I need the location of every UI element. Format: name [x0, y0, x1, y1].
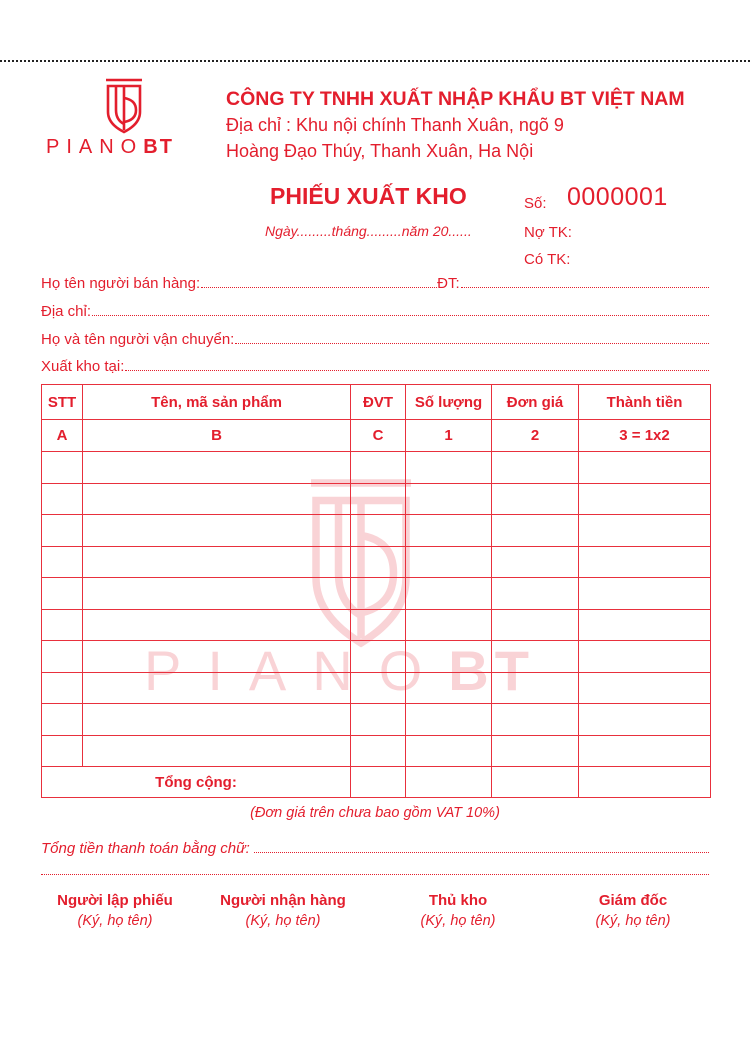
- document-number-value: 0000001: [567, 183, 668, 211]
- cell[interactable]: [492, 672, 579, 704]
- column-code: B: [83, 420, 351, 452]
- cell[interactable]: [492, 483, 579, 515]
- table-row: [42, 515, 711, 547]
- cell[interactable]: [492, 578, 579, 610]
- table-row: [42, 483, 711, 515]
- cell[interactable]: [351, 672, 406, 704]
- cell[interactable]: [83, 546, 351, 578]
- cell[interactable]: [83, 704, 351, 736]
- cell[interactable]: [492, 704, 579, 736]
- company-name: CÔNG TY TNHH XUẤT NHẬP KHẨU BT VIỆT NAM: [226, 88, 685, 110]
- address-blank[interactable]: [92, 315, 709, 316]
- cell[interactable]: [579, 546, 711, 578]
- watermark-wordmark: PIANOBT: [144, 639, 535, 702]
- signature-hint: (Ký, họ tên): [245, 913, 321, 929]
- cell[interactable]: [83, 672, 351, 704]
- cell[interactable]: [42, 672, 83, 704]
- brand-wordmark: PIANOBT: [46, 136, 174, 158]
- cell[interactable]: [42, 735, 83, 767]
- address-label: Địa chỉ:: [41, 303, 92, 320]
- total-in-words-blank-line-2[interactable]: [41, 874, 709, 875]
- cell[interactable]: [42, 704, 83, 736]
- company-address-line-1: Địa chỉ : Khu nội chính Thanh Xuân, ngõ 9: [226, 115, 564, 135]
- signature-role: Giám đốc: [598, 892, 668, 909]
- table-row: [42, 735, 711, 767]
- debit-account-label: Nợ TK:: [524, 224, 572, 241]
- table-row: [42, 609, 711, 641]
- cell[interactable]: [579, 515, 711, 547]
- table-row: [42, 578, 711, 610]
- carrier-name-blank[interactable]: [235, 343, 709, 344]
- total-unit-cell[interactable]: [351, 767, 406, 798]
- cell[interactable]: [406, 578, 492, 610]
- column-header-amount: Thành tiền: [579, 385, 711, 420]
- total-in-words-blank[interactable]: [254, 852, 709, 853]
- table-code-row: [42, 420, 711, 452]
- cell[interactable]: [579, 704, 711, 736]
- total-in-words-label: Tổng tiền thanh toán bằng chữ:: [41, 840, 250, 857]
- cell[interactable]: [83, 452, 351, 484]
- cell[interactable]: [492, 641, 579, 673]
- total-amount-cell[interactable]: [579, 767, 711, 798]
- table-row: [42, 704, 711, 736]
- company-logo: [46, 78, 202, 160]
- cell[interactable]: [406, 609, 492, 641]
- cell[interactable]: [42, 452, 83, 484]
- total-quantity-cell[interactable]: [406, 767, 492, 798]
- column-header-unit: ĐVT: [351, 385, 406, 420]
- cell[interactable]: [492, 452, 579, 484]
- cell[interactable]: [351, 483, 406, 515]
- document-date-line: Ngày.........tháng.........năm 20......: [265, 223, 472, 239]
- cell[interactable]: [406, 704, 492, 736]
- warehouse-field-row: [41, 353, 709, 375]
- cell[interactable]: [406, 641, 492, 673]
- perforation-cut-line: [0, 60, 750, 62]
- table-row: [42, 546, 711, 578]
- signature-role: Người nhận hàng: [220, 892, 346, 909]
- cell[interactable]: [579, 609, 711, 641]
- seller-name-blank[interactable]: [201, 287, 437, 288]
- column-code: 2: [492, 420, 579, 452]
- phone-label: ĐT:: [437, 275, 460, 292]
- cell[interactable]: [83, 641, 351, 673]
- signature-hint: (Ký, họ tên): [77, 913, 153, 929]
- column-code: C: [351, 420, 406, 452]
- signature-role: Thủ kho: [428, 892, 488, 909]
- cell[interactable]: [351, 452, 406, 484]
- vat-note: (Đơn giá trên chưa bao gồm VAT 10%): [250, 805, 500, 821]
- cell[interactable]: [406, 515, 492, 547]
- cell[interactable]: [492, 609, 579, 641]
- cell[interactable]: [83, 609, 351, 641]
- cell[interactable]: [351, 578, 406, 610]
- cell[interactable]: [42, 578, 83, 610]
- total-unit-price-cell[interactable]: [492, 767, 579, 798]
- phone-blank[interactable]: [461, 287, 709, 288]
- seller-name-label: Họ tên người bán hàng:: [41, 275, 201, 292]
- cell[interactable]: [42, 609, 83, 641]
- column-code: 3 = 1x2: [579, 420, 711, 452]
- cell[interactable]: [579, 735, 711, 767]
- signature-director: [548, 892, 718, 929]
- column-code: 1: [406, 420, 492, 452]
- document-number-label: Số:: [524, 195, 547, 212]
- piano-bt-shield-logo-icon: [102, 78, 146, 134]
- cell[interactable]: [83, 483, 351, 515]
- signature-storekeeper: [373, 892, 543, 929]
- signature-section: [30, 892, 730, 942]
- document-title: PHIẾU XUẤT KHO: [270, 183, 467, 209]
- table-row: [42, 452, 711, 484]
- address-field-row: [41, 298, 709, 320]
- cell[interactable]: [406, 735, 492, 767]
- cell[interactable]: [42, 483, 83, 515]
- table-total-row: [42, 767, 711, 798]
- warehouse-label: Xuất kho tại:: [41, 358, 125, 375]
- cell[interactable]: [579, 452, 711, 484]
- table-header-row: [42, 385, 711, 420]
- cell[interactable]: [406, 672, 492, 704]
- cell[interactable]: [83, 515, 351, 547]
- total-in-words-row: [41, 835, 709, 857]
- cell[interactable]: [351, 515, 406, 547]
- cell[interactable]: [351, 735, 406, 767]
- column-header-stt: STT: [42, 385, 83, 420]
- cell[interactable]: [579, 483, 711, 515]
- cell[interactable]: [351, 641, 406, 673]
- cell[interactable]: [579, 641, 711, 673]
- goods-table: [41, 384, 711, 798]
- cell[interactable]: [83, 735, 351, 767]
- cell[interactable]: [492, 515, 579, 547]
- credit-account-label: Có TK:: [524, 251, 571, 268]
- signature-preparer: [30, 892, 200, 929]
- cell[interactable]: [42, 515, 83, 547]
- column-header-unit-price: Đơn giá: [492, 385, 579, 420]
- cell[interactable]: [406, 483, 492, 515]
- column-header-product: Tên, mã sản phẩm: [83, 385, 351, 420]
- cell[interactable]: [579, 672, 711, 704]
- cell[interactable]: [351, 704, 406, 736]
- table-row: [42, 641, 711, 673]
- carrier-field-row: [41, 326, 709, 348]
- cell[interactable]: [406, 452, 492, 484]
- table-row: [42, 672, 711, 704]
- total-label: Tổng cộng:: [42, 767, 351, 798]
- seller-field-row: [41, 270, 709, 292]
- cell[interactable]: [42, 546, 83, 578]
- cell[interactable]: [492, 735, 579, 767]
- column-code: A: [42, 420, 83, 452]
- cell[interactable]: [351, 609, 406, 641]
- cell[interactable]: [406, 546, 492, 578]
- signature-hint: (Ký, họ tên): [420, 913, 496, 929]
- cell[interactable]: [351, 546, 406, 578]
- signature-hint: (Ký, họ tên): [595, 913, 671, 929]
- signature-receiver: [198, 892, 368, 929]
- signature-role: Người lập phiếu: [57, 892, 173, 909]
- cell[interactable]: [42, 641, 83, 673]
- cell[interactable]: [492, 546, 579, 578]
- cell[interactable]: [83, 578, 351, 610]
- company-address-line-2: Hoàng Đạo Thúy, Thanh Xuân, Ha Nội: [226, 141, 534, 161]
- column-header-quantity: Số lượng: [406, 385, 492, 420]
- carrier-name-label: Họ và tên người vận chuyển:: [41, 331, 235, 348]
- cell[interactable]: [579, 578, 711, 610]
- warehouse-blank[interactable]: [125, 370, 709, 371]
